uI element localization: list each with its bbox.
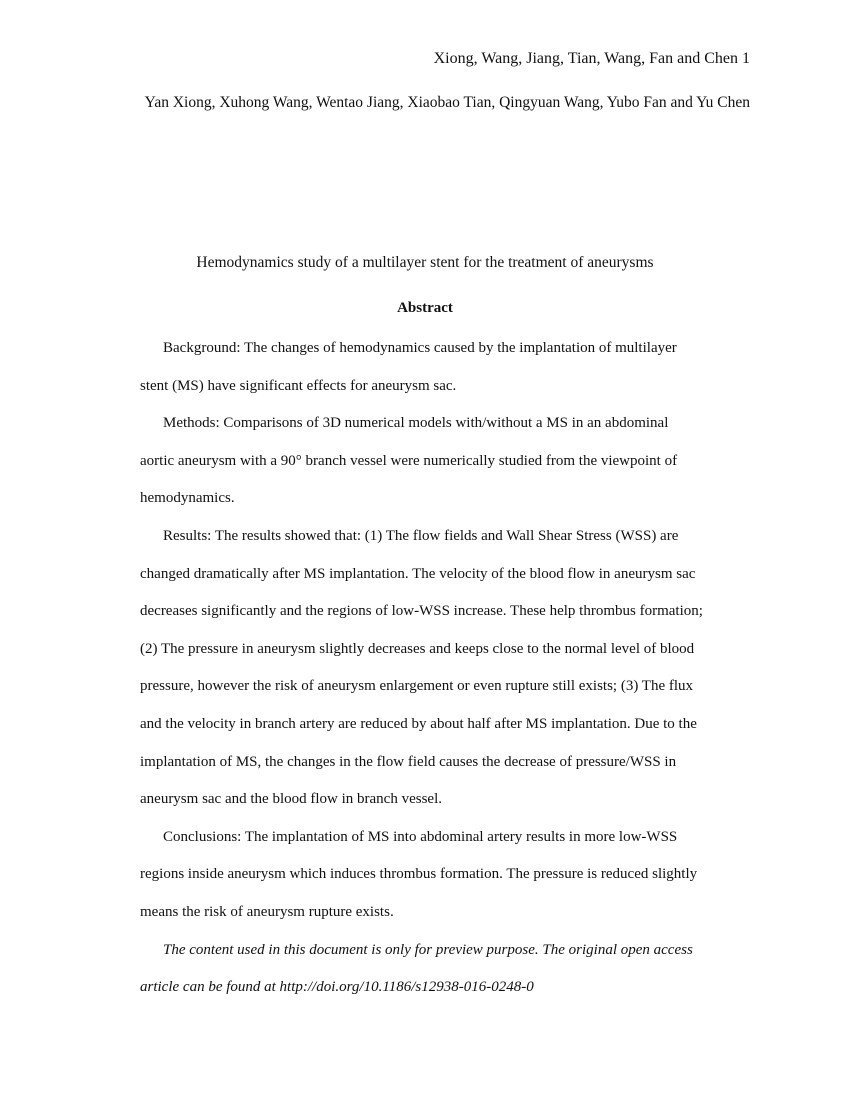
author-list: Yan Xiong, Xuhong Wang, Wentao Jiang, Xiaobao Tian, Qingyuan Wang, Yubo Fan and Yu Chen — [144, 94, 750, 111]
abstract-body — [140, 330, 710, 1007]
abstract-methods — [140, 405, 710, 518]
abstract-line: article can be found at http://doi.org/10.1186/s12938-016-0248-0 — [140, 979, 534, 996]
abstract-line: Background: The changes of hemodynamics caused by the implantation of multilayer — [163, 340, 677, 356]
abstract-line: means the risk of aneurysm rupture exists. — [140, 903, 394, 920]
abstract-line: Conclusions: The implantation of MS into abdominal artery results in more low-WSS — [163, 828, 678, 845]
abstract-line: and the velocity in branch artery are reduced by about half after MS implantation. Due to the — [140, 715, 697, 732]
preview-note — [140, 932, 710, 1007]
abstract-line: changed dramatically after MS implantation. The velocity of the blood flow in aneurysm sac — [140, 565, 696, 582]
abstract-conclusions — [140, 819, 710, 932]
abstract-line: stent (MS) have significant effects for aneurysm sac. — [140, 377, 457, 394]
running-head: Xiong, Wang, Jiang, Tian, Wang, Fan and Chen 1 — [433, 50, 750, 67]
abstract-line: (2) The pressure in aneurysm slightly decreases and keeps close to the normal level of blood — [140, 640, 695, 657]
paper-title: Hemodynamics study of a multilayer stent for the treatment of aneurysms — [196, 254, 654, 271]
abstract-line: aortic aneurysm with a 90° branch vessel were numerically studied from the viewpoint of — [140, 452, 678, 469]
abstract-line: hemodynamics. — [140, 490, 235, 507]
abstract-line: regions inside aneurysm which induces thrombus formation. The pressure is reduced slightly — [140, 866, 698, 883]
abstract-heading: Abstract — [397, 300, 453, 316]
abstract-line: aneurysm sac and the blood flow in branch vessel. — [140, 791, 442, 808]
abstract-line: Methods: Comparisons of 3D numerical models with/without a MS in an abdominal — [163, 415, 669, 432]
abstract-line: The content used in this document is only for preview purpose. The original open access — [163, 941, 693, 958]
abstract-line: pressure, however the risk of aneurysm enlargement or even rupture still exists; (3) The flux — [140, 678, 694, 695]
abstract-line: Results: The results showed that: (1) The flow fields and Wall Shear Stress (WSS) are — [163, 527, 679, 544]
abstract-results — [140, 518, 710, 819]
abstract-line: decreases significantly and the regions of low-WSS increase. These help thrombus formation; — [140, 603, 703, 620]
abstract-line: implantation of MS, the changes in the flow field causes the decrease of pressure/WSS in — [140, 753, 677, 770]
abstract-background — [140, 330, 710, 405]
